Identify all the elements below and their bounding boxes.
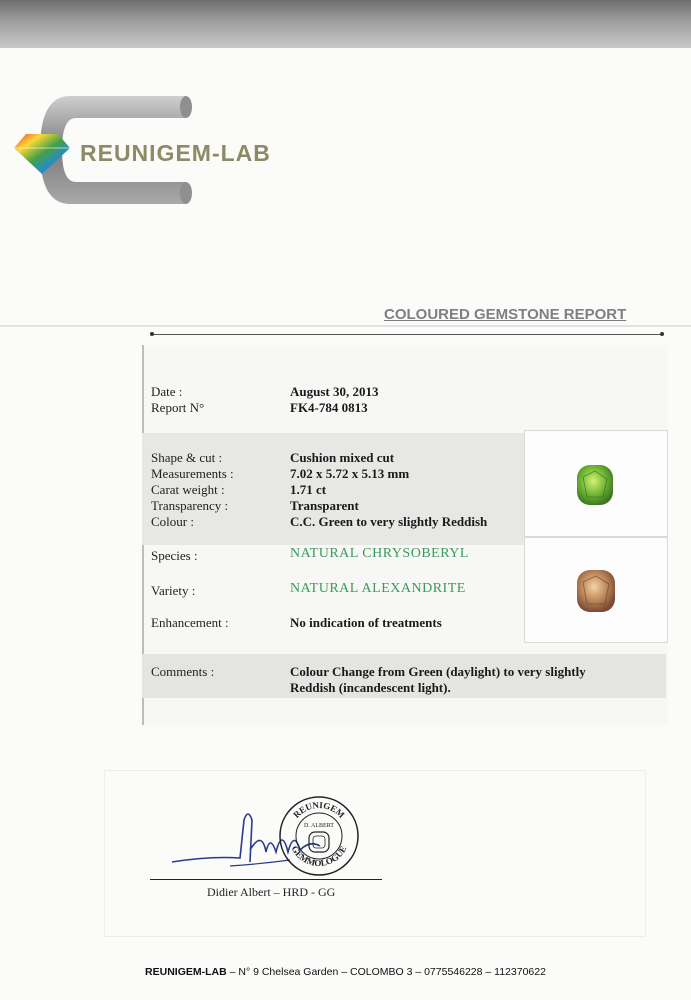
gem-photo-incandescent bbox=[524, 537, 668, 643]
comments-line-2: Reddish (incandescent light). bbox=[290, 680, 451, 695]
measurements-label: Measurements : bbox=[151, 466, 234, 481]
species-label: Species : bbox=[151, 548, 198, 563]
colour-label: Colour : bbox=[151, 514, 194, 529]
scanner-top-band bbox=[0, 0, 691, 48]
footer-contact: – N° 9 Chelsea Garden – COLOMBO 3 – 0775546228 – 112370622 bbox=[226, 966, 546, 978]
reddish-gem-image bbox=[525, 538, 667, 642]
logo-text: REUNIGEM-LAB bbox=[80, 140, 271, 166]
report-no-label: Report N° bbox=[151, 400, 205, 415]
gem-photo-daylight bbox=[524, 430, 668, 537]
shape-value: Cushion mixed cut bbox=[290, 450, 395, 465]
enhancement-value: No indication of treatments bbox=[290, 615, 442, 630]
stamp-text-bottom: GEMMOLOGUE bbox=[289, 843, 349, 869]
stamp-text-top: REUNIGEM bbox=[291, 799, 347, 820]
carat-label: Carat weight : bbox=[151, 482, 225, 497]
signature-rule bbox=[150, 879, 382, 880]
carat-value: 1.71 ct bbox=[290, 482, 327, 497]
paper-fold-line bbox=[0, 325, 691, 327]
rule-dot-left bbox=[150, 332, 154, 336]
species-value: NATURAL CHRYSOBERYL bbox=[290, 546, 469, 561]
gemmologist-stamp bbox=[278, 795, 360, 877]
comments-line-1: Colour Change from Green (daylight) to very slightly bbox=[290, 664, 586, 679]
date-label: Date : bbox=[151, 384, 183, 399]
report-no-value: FK4-784 0813 bbox=[290, 400, 368, 415]
enhancement-label: Enhancement : bbox=[151, 615, 229, 630]
rule-dot-right bbox=[660, 332, 664, 336]
stamp-text-mid: D. ALBERT bbox=[304, 823, 334, 829]
footer-address bbox=[0, 966, 691, 978]
variety-label: Variety : bbox=[151, 583, 196, 598]
transparency-value: Transparent bbox=[290, 498, 359, 513]
footer-brand: REUNIGEM-LAB bbox=[145, 966, 227, 978]
transparency-label: Transparency : bbox=[151, 498, 229, 513]
report-title: COLOURED GEMSTONE REPORT bbox=[384, 306, 627, 323]
shape-label: Shape & cut : bbox=[151, 450, 223, 465]
date-value: August 30, 2013 bbox=[290, 384, 379, 399]
title-rule bbox=[152, 334, 662, 335]
comments-label: Comments : bbox=[151, 664, 215, 679]
measurements-value: 7.02 x 5.72 x 5.13 mm bbox=[290, 466, 410, 481]
signatory-name: Didier Albert – HRD - GG bbox=[207, 885, 336, 899]
green-gem-image bbox=[525, 431, 667, 536]
variety-value: NATURAL ALEXANDRITE bbox=[290, 581, 466, 596]
colour-value: C.C. Green to very slightly Reddish bbox=[290, 514, 488, 529]
